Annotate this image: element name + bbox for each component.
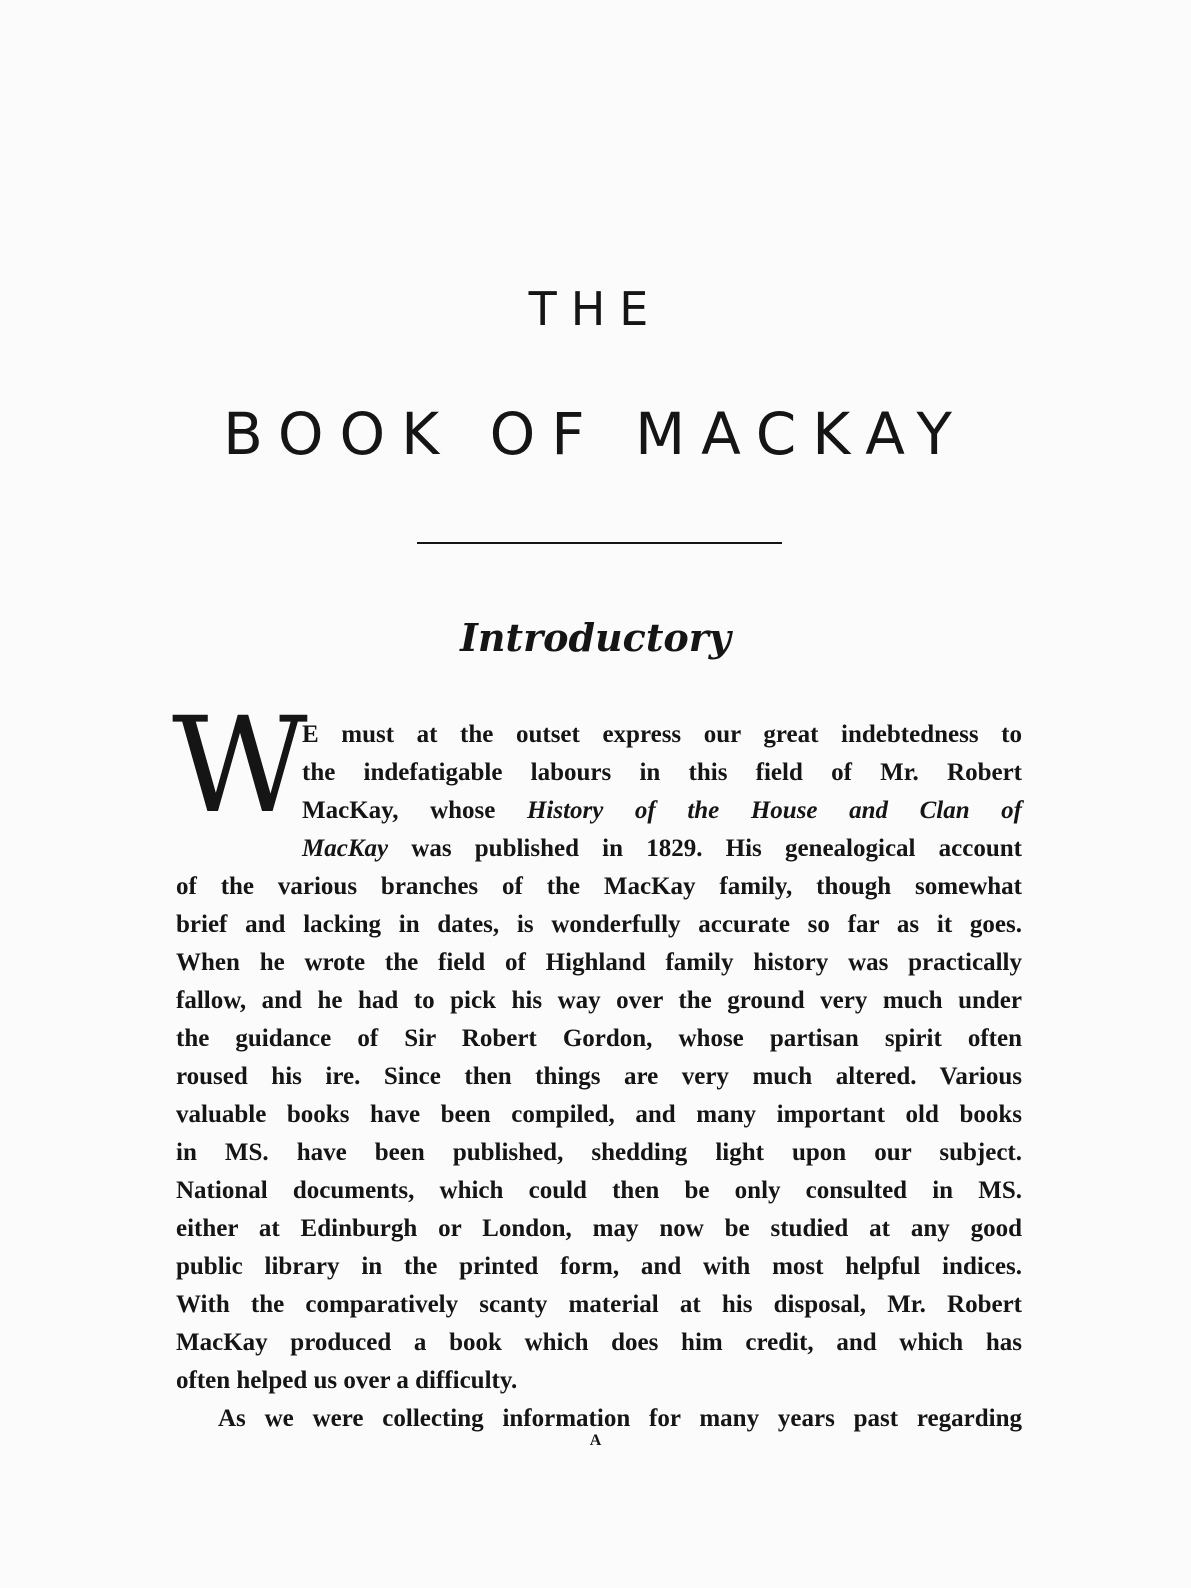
- text-line: As we were collecting information for many years past regarding: [218, 1405, 1022, 1432]
- text-line: roused his ire. Since then things are very much altered. Various: [176, 1063, 1022, 1090]
- book-title: BOOK OF MACKAY: [223, 400, 968, 468]
- title-the: THE: [528, 282, 663, 336]
- text-line: brief and lacking in dates, is wonderfully accurate so far as it goes.: [176, 911, 1022, 938]
- text-line: E must at the outset express our great indebtedness to: [302, 721, 1022, 748]
- text-line: the guidance of Sir Robert Gordon, whose partisan spirit often: [176, 1025, 1022, 1052]
- text-line: valuable books have been compiled, and many important old books: [176, 1101, 1022, 1128]
- text-line: either at Edinburgh or London, may now be studied at any good: [176, 1215, 1022, 1242]
- drop-cap: W: [172, 689, 308, 843]
- text-segment: was published in 1829. His genealogical account: [411, 835, 1022, 862]
- text-line: often helped us over a difficulty.: [176, 1367, 518, 1394]
- italic-book-title: MacKay: [302, 835, 389, 862]
- text-line: [302, 792, 1022, 829]
- text-line: [302, 830, 1022, 867]
- text-line: of the various branches of the MacKay family, though somewhat: [176, 873, 1022, 900]
- text-line: fallow, and he had to pick his way over the ground very much under: [176, 987, 1022, 1014]
- text-line: public library in the printed form, and with most helpful indices.: [176, 1253, 1022, 1280]
- text-line: With the comparatively scanty material at his disposal, Mr. Robert: [176, 1291, 1022, 1318]
- section-heading: Introductory: [460, 615, 731, 660]
- text-line: When he wrote the field of Highland family history was practically: [176, 949, 1022, 976]
- signature-mark: A: [589, 1432, 602, 1449]
- italic-book-title: History of the House and Clan of: [526, 797, 1023, 824]
- text-line: MacKay produced a book which does him credit, and which has: [176, 1329, 1022, 1356]
- title-rule: [417, 542, 782, 544]
- text-segment: MacKay, whose: [302, 797, 527, 824]
- text-line: in MS. have been published, shedding light upon our subject.: [176, 1139, 1022, 1166]
- text-line: National documents, which could then be only consulted in MS.: [176, 1177, 1022, 1204]
- text-line: the indefatigable labours in this field of Mr. Robert: [302, 759, 1022, 786]
